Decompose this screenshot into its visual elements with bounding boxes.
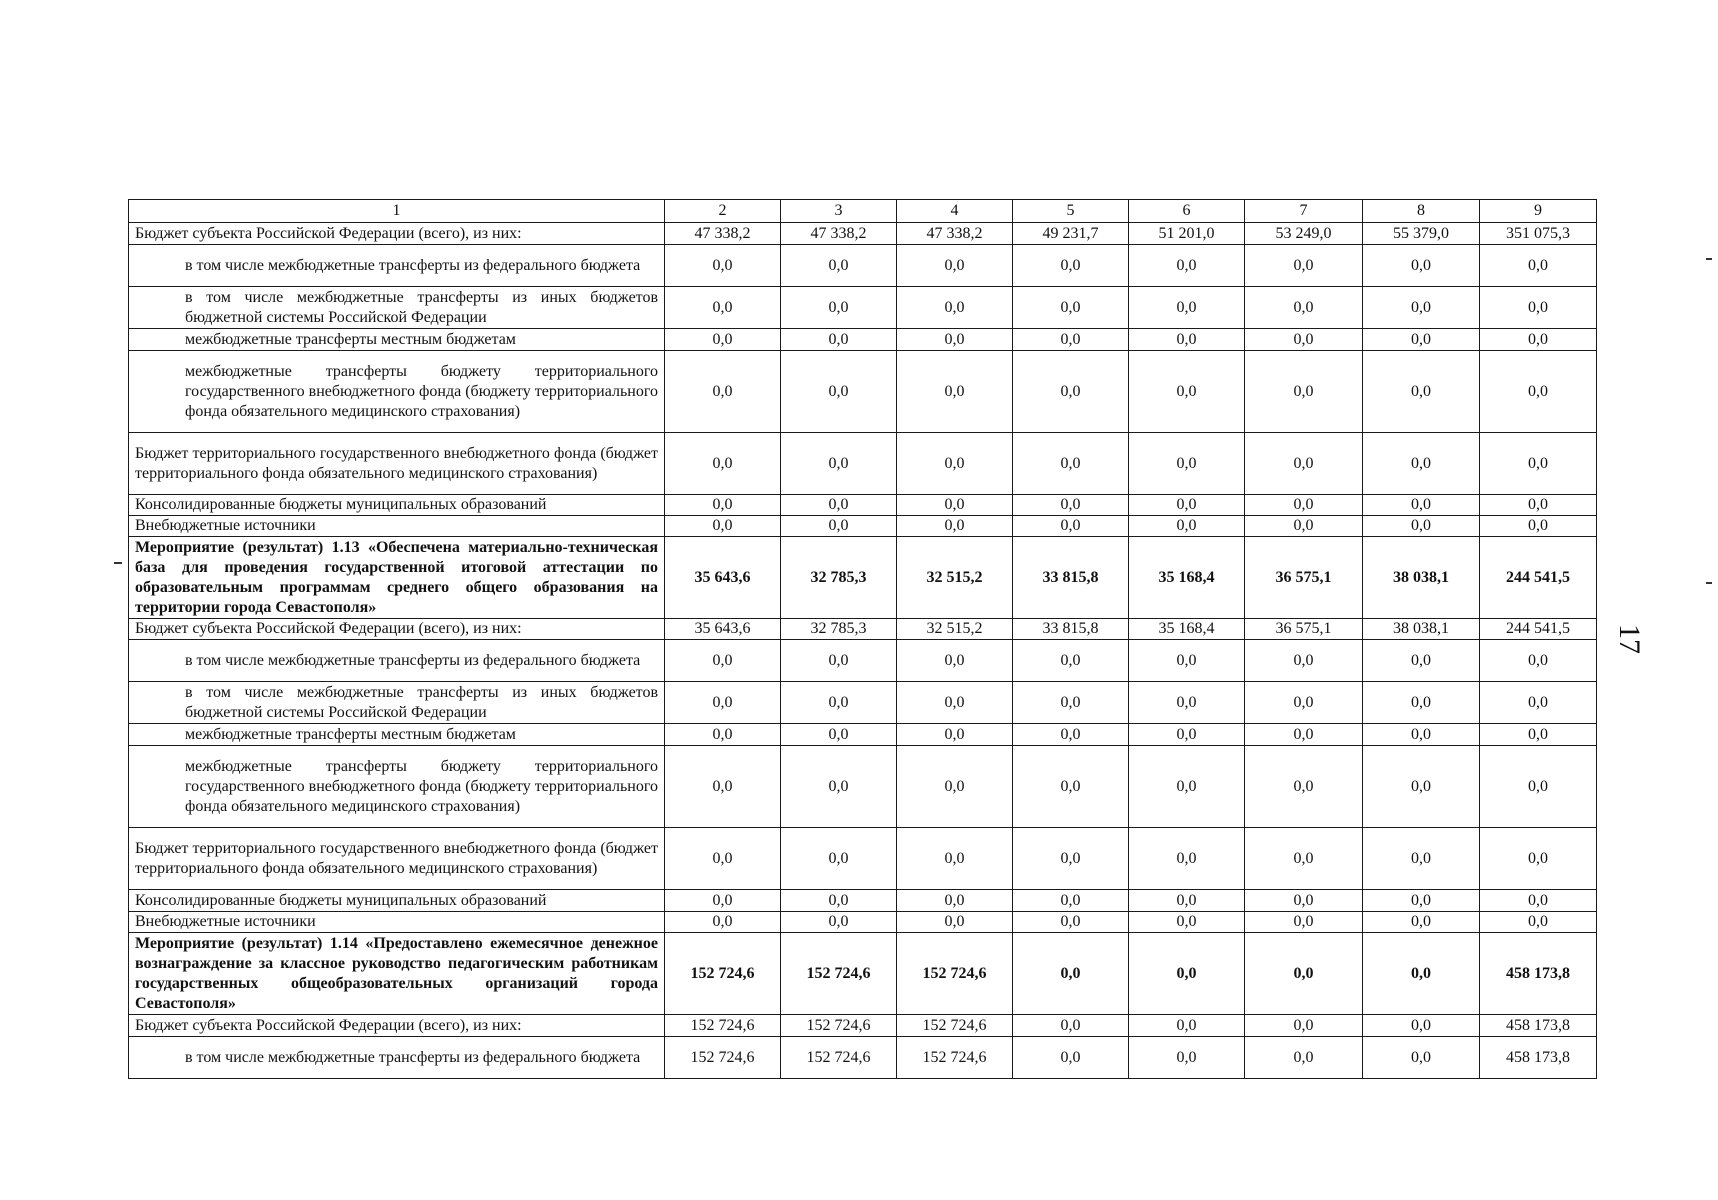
column-header: 5 xyxy=(1013,200,1129,223)
cell-value: 0,0 xyxy=(1129,516,1245,537)
cell-value: 0,0 xyxy=(1013,433,1129,495)
cell-value: 458 173,8 xyxy=(1480,1015,1597,1037)
cell-value: 0,0 xyxy=(1129,682,1245,724)
cell-value: 0,0 xyxy=(1480,828,1597,890)
row-label: межбюджетные трансферты местным бюджетам xyxy=(129,329,665,351)
cell-value: 0,0 xyxy=(1245,933,1363,1015)
cell-value: 0,0 xyxy=(1129,1015,1245,1037)
cell-value: 0,0 xyxy=(781,433,897,495)
table-row xyxy=(129,890,1597,912)
cell-value: 0,0 xyxy=(1245,682,1363,724)
cell-value: 0,0 xyxy=(897,682,1013,724)
cell-value: 0,0 xyxy=(781,724,897,746)
table-row xyxy=(129,223,1597,245)
cell-value: 0,0 xyxy=(1363,890,1480,912)
cell-value: 32 515,2 xyxy=(897,537,1013,619)
cell-value: 0,0 xyxy=(1013,912,1129,933)
cell-value: 0,0 xyxy=(897,746,1013,828)
cell-value: 0,0 xyxy=(665,724,781,746)
cell-value: 0,0 xyxy=(1013,746,1129,828)
cell-value: 244 541,5 xyxy=(1480,537,1597,619)
cell-value: 0,0 xyxy=(1245,640,1363,682)
cell-value: 0,0 xyxy=(1129,912,1245,933)
cell-value: 49 231,7 xyxy=(1013,223,1129,245)
cell-value: 0,0 xyxy=(1013,516,1129,537)
cell-value: 0,0 xyxy=(1129,640,1245,682)
cell-value: 0,0 xyxy=(1363,245,1480,287)
cell-value: 0,0 xyxy=(1363,828,1480,890)
row-label: Бюджет территориального государственного внебюджетного фонда (бюджет территориального фонда обязательного медицинского страхования) xyxy=(129,433,665,495)
column-header: 7 xyxy=(1245,200,1363,223)
cell-value: 0,0 xyxy=(1129,828,1245,890)
cell-value: 35 643,6 xyxy=(665,619,781,640)
cell-value: 0,0 xyxy=(1480,245,1597,287)
table-row xyxy=(129,433,1597,495)
cell-value: 0,0 xyxy=(1129,287,1245,329)
row-label: в том числе межбюджетные трансферты из иных бюджетов бюджетной системы Российской Федерации xyxy=(129,287,665,329)
cell-value: 0,0 xyxy=(665,329,781,351)
cell-value: 0,0 xyxy=(1480,351,1597,433)
cell-value: 0,0 xyxy=(1013,1037,1129,1079)
cell-value: 152 724,6 xyxy=(665,1015,781,1037)
cell-value: 0,0 xyxy=(1363,912,1480,933)
cell-value: 0,0 xyxy=(781,640,897,682)
cell-value: 0,0 xyxy=(1245,1037,1363,1079)
cell-value: 55 379,0 xyxy=(1363,223,1480,245)
cell-value: 458 173,8 xyxy=(1480,933,1597,1015)
cell-value: 53 249,0 xyxy=(1245,223,1363,245)
cell-value: 0,0 xyxy=(1363,433,1480,495)
cell-value: 33 815,8 xyxy=(1013,537,1129,619)
table-row xyxy=(129,746,1597,828)
cell-value: 35 168,4 xyxy=(1129,537,1245,619)
scan-artifact xyxy=(1706,258,1712,260)
cell-value: 0,0 xyxy=(1129,1037,1245,1079)
cell-value: 0,0 xyxy=(897,890,1013,912)
cell-value: 0,0 xyxy=(1363,933,1480,1015)
row-label: в том числе межбюджетные трансферты из федерального бюджета xyxy=(129,245,665,287)
cell-value: 0,0 xyxy=(1480,640,1597,682)
cell-value: 0,0 xyxy=(1013,724,1129,746)
budget-table xyxy=(128,199,1597,1079)
cell-value: 0,0 xyxy=(665,495,781,516)
cell-value: 0,0 xyxy=(1129,890,1245,912)
row-label: Внебюджетные источники xyxy=(129,516,665,537)
cell-value: 32 785,3 xyxy=(781,537,897,619)
cell-value: 0,0 xyxy=(665,287,781,329)
scan-artifact xyxy=(114,562,122,564)
cell-value: 0,0 xyxy=(665,245,781,287)
cell-value: 0,0 xyxy=(1245,912,1363,933)
column-header: 3 xyxy=(781,200,897,223)
cell-value: 0,0 xyxy=(897,287,1013,329)
cell-value: 244 541,5 xyxy=(1480,619,1597,640)
table-row xyxy=(129,516,1597,537)
column-number-header-row xyxy=(129,200,1597,223)
cell-value: 0,0 xyxy=(1013,329,1129,351)
cell-value: 152 724,6 xyxy=(781,933,897,1015)
table-row xyxy=(129,351,1597,433)
cell-value: 0,0 xyxy=(1013,890,1129,912)
cell-value: 0,0 xyxy=(1363,640,1480,682)
cell-value: 0,0 xyxy=(781,495,897,516)
column-header: 9 xyxy=(1480,200,1597,223)
cell-value: 0,0 xyxy=(1129,351,1245,433)
cell-value: 33 815,8 xyxy=(1013,619,1129,640)
row-label: в том числе межбюджетные трансферты из федерального бюджета xyxy=(129,1037,665,1079)
cell-value: 0,0 xyxy=(1480,329,1597,351)
column-header: 4 xyxy=(897,200,1013,223)
cell-value: 0,0 xyxy=(1363,329,1480,351)
cell-value: 51 201,0 xyxy=(1129,223,1245,245)
cell-value: 0,0 xyxy=(897,724,1013,746)
cell-value: 0,0 xyxy=(1245,746,1363,828)
cell-value: 0,0 xyxy=(1245,1015,1363,1037)
cell-value: 0,0 xyxy=(1013,1015,1129,1037)
table-row xyxy=(129,640,1597,682)
cell-value: 47 338,2 xyxy=(665,223,781,245)
cell-value: 152 724,6 xyxy=(897,933,1013,1015)
row-label: в том числе межбюджетные трансферты из федерального бюджета xyxy=(129,640,665,682)
column-header: 6 xyxy=(1129,200,1245,223)
measure-row xyxy=(129,933,1597,1015)
cell-value: 0,0 xyxy=(1013,933,1129,1015)
cell-value: 47 338,2 xyxy=(781,223,897,245)
cell-value: 0,0 xyxy=(1480,724,1597,746)
column-header: 8 xyxy=(1363,200,1480,223)
cell-value: 0,0 xyxy=(1363,351,1480,433)
cell-value: 0,0 xyxy=(1480,890,1597,912)
cell-value: 0,0 xyxy=(1480,433,1597,495)
cell-value: 35 168,4 xyxy=(1129,619,1245,640)
cell-value: 0,0 xyxy=(1363,682,1480,724)
table-row xyxy=(129,828,1597,890)
cell-value: 0,0 xyxy=(1480,516,1597,537)
table-row xyxy=(129,245,1597,287)
cell-value: 351 075,3 xyxy=(1480,223,1597,245)
cell-value: 0,0 xyxy=(781,682,897,724)
row-label: межбюджетные трансферты местным бюджетам xyxy=(129,724,665,746)
cell-value: 0,0 xyxy=(781,828,897,890)
cell-value: 0,0 xyxy=(781,912,897,933)
cell-value: 0,0 xyxy=(1363,1015,1480,1037)
cell-value: 0,0 xyxy=(1245,351,1363,433)
page-number: 17 xyxy=(1613,624,1646,654)
cell-value: 0,0 xyxy=(1363,287,1480,329)
row-label: Бюджет субъекта Российской Федерации (всего), из них: xyxy=(129,223,665,245)
cell-value: 0,0 xyxy=(897,828,1013,890)
cell-value: 0,0 xyxy=(897,495,1013,516)
cell-value: 0,0 xyxy=(665,912,781,933)
cell-value: 38 038,1 xyxy=(1363,619,1480,640)
cell-value: 0,0 xyxy=(781,890,897,912)
cell-value: 0,0 xyxy=(1013,495,1129,516)
cell-value: 458 173,8 xyxy=(1480,1037,1597,1079)
scan-artifact xyxy=(1706,582,1712,584)
cell-value: 32 515,2 xyxy=(897,619,1013,640)
cell-value: 0,0 xyxy=(897,329,1013,351)
column-header: 2 xyxy=(665,200,781,223)
cell-value: 0,0 xyxy=(1245,890,1363,912)
cell-value: 0,0 xyxy=(665,351,781,433)
row-label: Бюджет субъекта Российской Федерации (всего), из них: xyxy=(129,619,665,640)
cell-value: 0,0 xyxy=(665,890,781,912)
cell-value: 0,0 xyxy=(665,746,781,828)
cell-value: 0,0 xyxy=(665,682,781,724)
cell-value: 0,0 xyxy=(1363,516,1480,537)
cell-value: 0,0 xyxy=(1363,1037,1480,1079)
table-row xyxy=(129,912,1597,933)
cell-value: 36 575,1 xyxy=(1245,619,1363,640)
cell-value: 0,0 xyxy=(1245,329,1363,351)
table-row xyxy=(129,619,1597,640)
cell-value: 0,0 xyxy=(897,640,1013,682)
cell-value: 0,0 xyxy=(1129,724,1245,746)
row-label: Консолидированные бюджеты муниципальных образований xyxy=(129,890,665,912)
cell-value: 0,0 xyxy=(1013,351,1129,433)
cell-value: 0,0 xyxy=(1245,495,1363,516)
table-row xyxy=(129,495,1597,516)
cell-value: 0,0 xyxy=(1480,746,1597,828)
table-row xyxy=(129,287,1597,329)
cell-value: 36 575,1 xyxy=(1245,537,1363,619)
cell-value: 0,0 xyxy=(1129,495,1245,516)
row-label: Внебюджетные источники xyxy=(129,912,665,933)
cell-value: 0,0 xyxy=(1129,746,1245,828)
cell-value: 152 724,6 xyxy=(665,1037,781,1079)
cell-value: 0,0 xyxy=(665,433,781,495)
cell-value: 152 724,6 xyxy=(665,933,781,1015)
row-label: Консолидированные бюджеты муниципальных образований xyxy=(129,495,665,516)
row-label: в том числе межбюджетные трансферты из иных бюджетов бюджетной системы Российской Федерации xyxy=(129,682,665,724)
table-row xyxy=(129,1037,1597,1079)
cell-value: 0,0 xyxy=(1245,516,1363,537)
cell-value: 32 785,3 xyxy=(781,619,897,640)
row-label: межбюджетные трансферты бюджету территориального государственного внебюджетного фонда (бюджету территориального фонда обязательного медицинского страхования) xyxy=(129,351,665,433)
cell-value: 0,0 xyxy=(1245,828,1363,890)
cell-value: 0,0 xyxy=(897,912,1013,933)
table-row xyxy=(129,724,1597,746)
cell-value: 0,0 xyxy=(1013,640,1129,682)
table-row xyxy=(129,682,1597,724)
cell-value: 0,0 xyxy=(1245,245,1363,287)
cell-value: 152 724,6 xyxy=(897,1037,1013,1079)
cell-value: 0,0 xyxy=(1245,287,1363,329)
cell-value: 0,0 xyxy=(1363,746,1480,828)
cell-value: 0,0 xyxy=(665,828,781,890)
cell-value: 0,0 xyxy=(897,351,1013,433)
cell-value: 0,0 xyxy=(1480,912,1597,933)
cell-value: 0,0 xyxy=(781,287,897,329)
cell-value: 152 724,6 xyxy=(781,1037,897,1079)
cell-value: 0,0 xyxy=(1480,495,1597,516)
cell-value: 152 724,6 xyxy=(897,1015,1013,1037)
cell-value: 0,0 xyxy=(1129,433,1245,495)
row-label: Бюджет субъекта Российской Федерации (всего), из них: xyxy=(129,1015,665,1037)
cell-value: 0,0 xyxy=(781,245,897,287)
row-label: Мероприятие (результат) 1.14 «Предоставлено ежемесячное денежное вознаграждение за классное руководство педагогическим работникам государственных общеобразовательных организаций города Севастополя» xyxy=(129,933,665,1015)
row-label: Мероприятие (результат) 1.13 «Обеспечена материально-техническая база для проведения государственной итоговой аттестации по образовательным программам среднего общего образования на территории города Севастополя» xyxy=(129,537,665,619)
cell-value: 0,0 xyxy=(897,516,1013,537)
cell-value: 0,0 xyxy=(781,329,897,351)
cell-value: 0,0 xyxy=(1013,245,1129,287)
cell-value: 0,0 xyxy=(1480,287,1597,329)
row-label: Бюджет территориального государственного внебюджетного фонда (бюджет территориального фонда обязательного медицинского страхования) xyxy=(129,828,665,890)
cell-value: 38 038,1 xyxy=(1363,537,1480,619)
cell-value: 0,0 xyxy=(781,746,897,828)
row-label: межбюджетные трансферты бюджету территориального государственного внебюджетного фонда (бюджету территориального фонда обязательного медицинского страхования) xyxy=(129,746,665,828)
budget-table-body xyxy=(129,200,1597,1079)
cell-value: 0,0 xyxy=(1129,245,1245,287)
cell-value: 0,0 xyxy=(781,351,897,433)
table-row xyxy=(129,329,1597,351)
cell-value: 35 643,6 xyxy=(665,537,781,619)
cell-value: 0,0 xyxy=(1013,828,1129,890)
measure-row xyxy=(129,537,1597,619)
cell-value: 0,0 xyxy=(897,245,1013,287)
cell-value: 47 338,2 xyxy=(897,223,1013,245)
cell-value: 0,0 xyxy=(897,433,1013,495)
cell-value: 152 724,6 xyxy=(781,1015,897,1037)
cell-value: 0,0 xyxy=(1245,724,1363,746)
cell-value: 0,0 xyxy=(1013,287,1129,329)
cell-value: 0,0 xyxy=(665,640,781,682)
cell-value: 0,0 xyxy=(1129,933,1245,1015)
cell-value: 0,0 xyxy=(1013,682,1129,724)
cell-value: 0,0 xyxy=(1363,495,1480,516)
column-header: 1 xyxy=(129,200,665,223)
cell-value: 0,0 xyxy=(1480,682,1597,724)
cell-value: 0,0 xyxy=(1363,724,1480,746)
cell-value: 0,0 xyxy=(665,516,781,537)
cell-value: 0,0 xyxy=(1245,433,1363,495)
table-row xyxy=(129,1015,1597,1037)
cell-value: 0,0 xyxy=(781,516,897,537)
cell-value: 0,0 xyxy=(1129,329,1245,351)
